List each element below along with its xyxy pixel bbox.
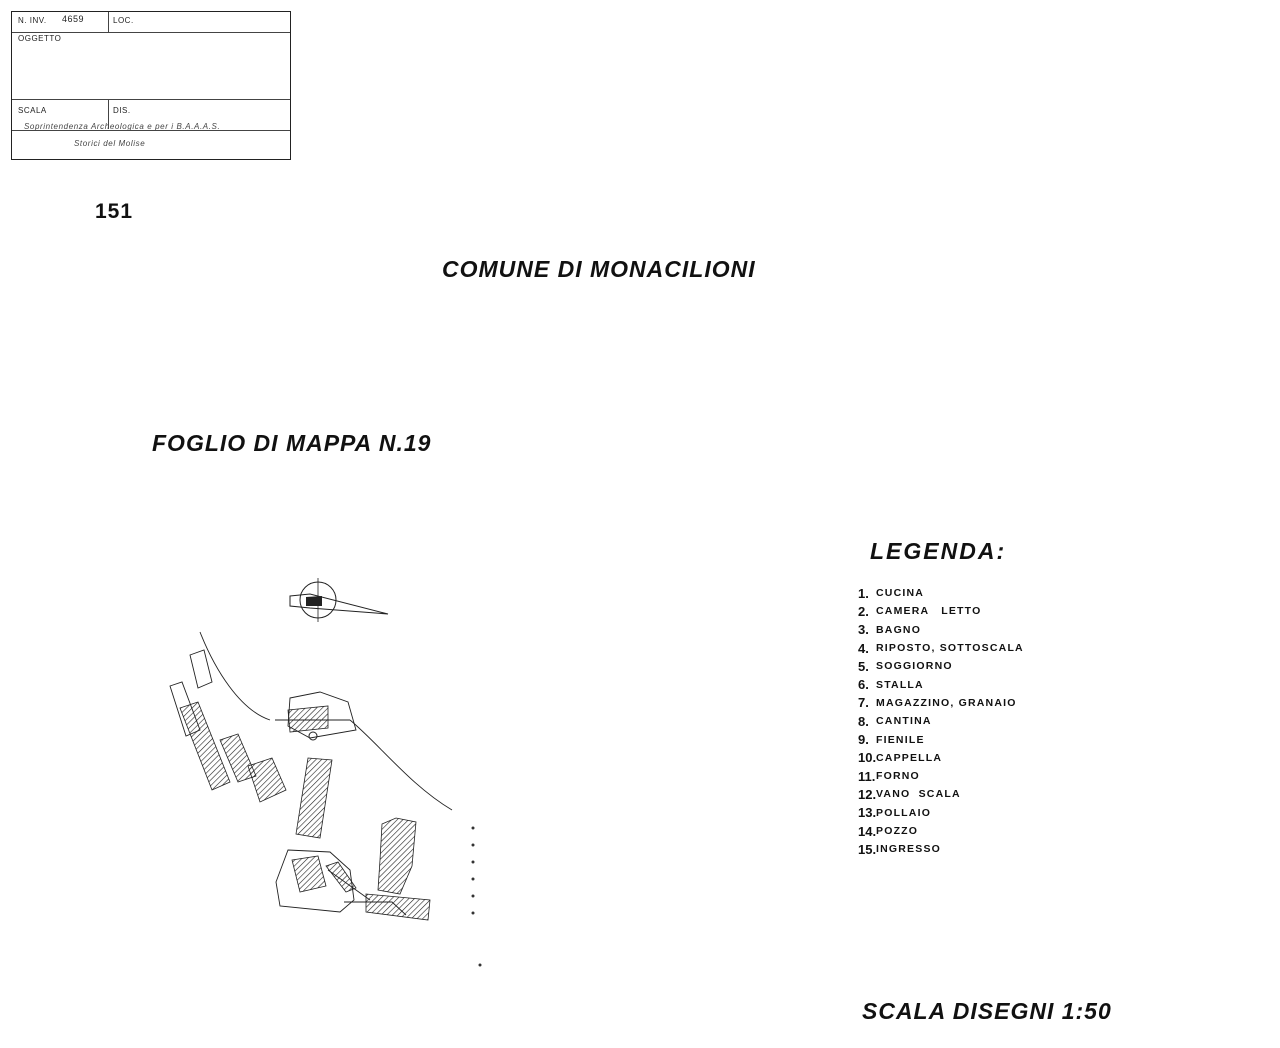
title-block bbox=[11, 11, 291, 160]
legend-item-label: CAPPELLA bbox=[876, 751, 943, 764]
inv-label: N. INV. bbox=[18, 16, 47, 25]
legend-item-number: 3. bbox=[858, 622, 869, 638]
foglio-title: FOGLIO DI MAPPA N.19 bbox=[152, 430, 432, 456]
sheet-number: 151 bbox=[95, 200, 134, 223]
legend-item bbox=[858, 767, 1024, 785]
legend-item bbox=[858, 584, 1024, 602]
legend-item bbox=[858, 730, 1024, 748]
legend-item-label: CUCINA bbox=[876, 587, 925, 600]
legend-item-label: FORNO bbox=[876, 770, 920, 783]
legend-item-number: 14. bbox=[858, 823, 877, 839]
legend-item bbox=[858, 694, 1024, 712]
legend-item-number: 9. bbox=[858, 732, 869, 748]
comune-title: COMUNE DI MONACILIONI bbox=[442, 256, 756, 282]
legend-item-number: 15. bbox=[858, 841, 877, 857]
legend-item bbox=[858, 602, 1024, 620]
north-arrow-icon bbox=[290, 578, 388, 622]
legend-title: LEGENDA: bbox=[870, 538, 1007, 564]
legend-item-label: MAGAZZINO, GRANAIO bbox=[876, 696, 1017, 709]
legend-item bbox=[858, 840, 1024, 858]
legend-item-label: POLLAIO bbox=[876, 806, 932, 819]
legend-item-label: STALLA bbox=[876, 678, 924, 691]
legend-item-number: 7. bbox=[858, 695, 869, 711]
loc-label: LOC. bbox=[113, 16, 134, 25]
legend-item-number: 1. bbox=[858, 585, 869, 601]
legend-item bbox=[858, 639, 1024, 657]
title-block-header-row bbox=[12, 12, 290, 33]
storici-line: Storici del Molise bbox=[74, 139, 146, 148]
scale-caption: SCALA DISEGNI 1:50 bbox=[862, 998, 1112, 1024]
hatched-buildings bbox=[180, 702, 430, 920]
legend-item-number: 6. bbox=[858, 677, 869, 693]
legend-item-number: 2. bbox=[858, 603, 869, 619]
inv-number: 4659 bbox=[62, 14, 85, 24]
street-marks bbox=[472, 827, 482, 967]
legend-item-number: 5. bbox=[858, 658, 869, 674]
legend-item bbox=[858, 804, 1024, 822]
legend-item-label: POZZO bbox=[876, 825, 919, 837]
legend-item-number: 10. bbox=[858, 750, 877, 766]
legend-item-number: 4. bbox=[858, 640, 869, 656]
oggetto-label: OGGETTO bbox=[18, 34, 62, 43]
legend-item bbox=[858, 749, 1024, 767]
legend-item-label: CANTINA bbox=[876, 715, 932, 728]
legend-item-number: 13. bbox=[858, 805, 877, 821]
soprintendenza-line: Soprintendenza Archeologica e per i B.A.A.A.S. bbox=[24, 122, 221, 131]
legend-item-label: SOGGIORNO bbox=[876, 660, 953, 673]
legend-item bbox=[858, 822, 1024, 840]
legend-item-label: FIENILE bbox=[876, 733, 925, 746]
legend-item-label: BAGNO bbox=[876, 623, 922, 636]
legend-item bbox=[858, 712, 1024, 730]
legend-item bbox=[858, 657, 1024, 675]
legend-item-label: VANO SCALA bbox=[876, 788, 961, 801]
legend-item bbox=[858, 785, 1024, 803]
scala-label: SCALA bbox=[18, 106, 47, 115]
cadastral-map bbox=[160, 570, 500, 990]
legend-item-number: 12. bbox=[858, 786, 877, 802]
legend-item-label: INGRESSO bbox=[876, 843, 942, 856]
legend-item-number: 8. bbox=[858, 713, 869, 729]
parcel-outlines bbox=[170, 650, 406, 915]
legend-item-label: CAMERA LETTO bbox=[876, 605, 982, 618]
well-icon bbox=[309, 732, 317, 740]
legend-list bbox=[858, 584, 1024, 858]
title-block-divider bbox=[108, 12, 109, 32]
legend-item bbox=[858, 675, 1024, 693]
dis-label: DIS. bbox=[113, 106, 131, 115]
legend-item bbox=[858, 621, 1024, 639]
legend-item-label: RIPOSTO, SOTTOSCALA bbox=[876, 642, 1024, 655]
legend-item-number: 11. bbox=[858, 768, 876, 784]
